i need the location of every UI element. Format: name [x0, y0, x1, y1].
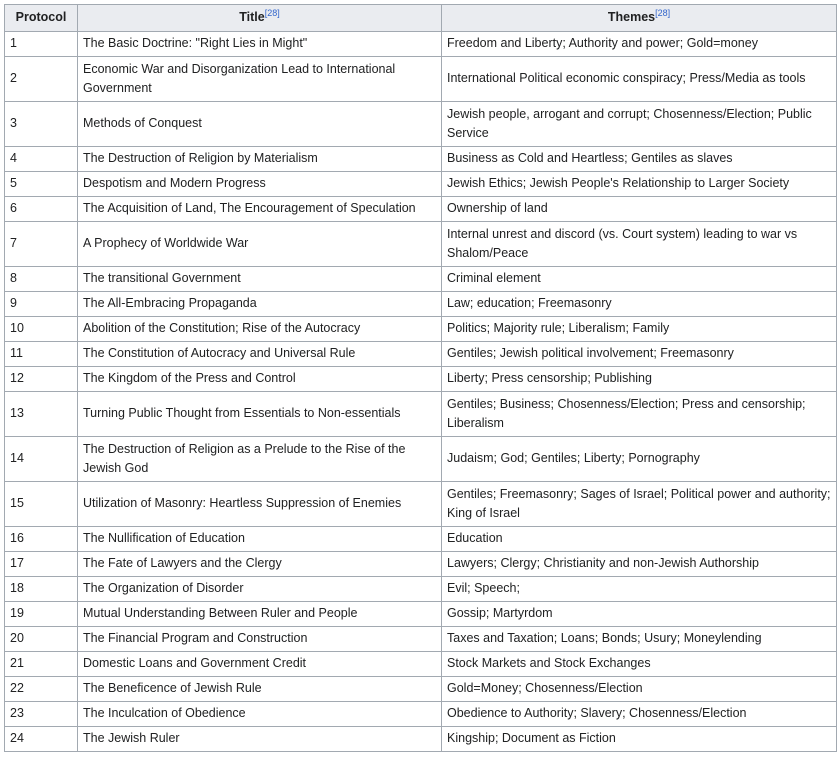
- themes-cell: Criminal element: [442, 267, 837, 292]
- protocols-table: [4, 4, 837, 752]
- title-cell: The All-Embracing Propaganda: [78, 292, 442, 317]
- themes-cell: Freedom and Liberty; Authority and power; Gold=money: [442, 32, 837, 57]
- protocol-cell: 14: [5, 437, 78, 482]
- header-title[interactable]: [78, 5, 442, 32]
- themes-cell: Kingship; Document as Fiction: [442, 727, 837, 752]
- table-row: [5, 222, 837, 267]
- table-row: [5, 57, 837, 102]
- protocol-cell: 2: [5, 57, 78, 102]
- themes-cell: Jewish people, arrogant and corrupt; Chosenness/Election; Public Service: [442, 102, 837, 147]
- table-row: [5, 342, 837, 367]
- protocol-cell: 17: [5, 552, 78, 577]
- title-cell: Domestic Loans and Government Credit: [78, 652, 442, 677]
- header-title-label: Title: [239, 10, 265, 25]
- themes-cell: Gentiles; Business; Chosenness/Election; Press and censorship; Liberalism: [442, 392, 837, 437]
- title-cell: The Basic Doctrine: "Right Lies in Might": [78, 32, 442, 57]
- protocol-cell: 22: [5, 677, 78, 702]
- title-cell: The transitional Government: [78, 267, 442, 292]
- protocol-cell: 7: [5, 222, 78, 267]
- protocol-cell: 16: [5, 527, 78, 552]
- themes-cell: Ownership of land: [442, 197, 837, 222]
- themes-cell: Law; education; Freemasonry: [442, 292, 837, 317]
- protocol-cell: 24: [5, 727, 78, 752]
- themes-reference-link[interactable]: [28]: [655, 8, 671, 19]
- header-themes-label: Themes: [607, 10, 656, 25]
- protocol-cell: 10: [5, 317, 78, 342]
- themes-cell: Business as Cold and Heartless; Gentiles as slaves: [442, 147, 837, 172]
- protocol-cell: 15: [5, 482, 78, 527]
- themes-cell: Lawyers; Clergy; Christianity and non-Jewish Authorship: [442, 552, 837, 577]
- protocol-cell: 6: [5, 197, 78, 222]
- protocol-cell: 13: [5, 392, 78, 437]
- header-themes[interactable]: [442, 5, 837, 32]
- table-row: [5, 482, 837, 527]
- table-row: [5, 367, 837, 392]
- protocol-cell: 12: [5, 367, 78, 392]
- themes-cell: International Political economic conspiracy; Press/Media as tools: [442, 57, 837, 102]
- themes-cell: Taxes and Taxation; Loans; Bonds; Usury; Moneylending: [442, 627, 837, 652]
- table-row: [5, 32, 837, 57]
- title-cell: Turning Public Thought from Essentials to Non-essentials: [78, 392, 442, 437]
- protocol-cell: 11: [5, 342, 78, 367]
- title-cell: Economic War and Disorganization Lead to International Government: [78, 57, 442, 102]
- title-cell: The Kingdom of the Press and Control: [78, 367, 442, 392]
- themes-cell: Judaism; God; Gentiles; Liberty; Pornography: [442, 437, 837, 482]
- themes-cell: Internal unrest and discord (vs. Court system) leading to war vs Shalom/Peace: [442, 222, 837, 267]
- table-row: [5, 267, 837, 292]
- title-cell: The Financial Program and Construction: [78, 627, 442, 652]
- table-row: [5, 602, 837, 627]
- themes-cell: Gossip; Martyrdom: [442, 602, 837, 627]
- title-cell: A Prophecy of Worldwide War: [78, 222, 442, 267]
- protocol-cell: 4: [5, 147, 78, 172]
- title-cell: The Destruction of Religion by Materialism: [78, 147, 442, 172]
- table-row: [5, 317, 837, 342]
- themes-cell: Liberty; Press censorship; Publishing: [442, 367, 837, 392]
- themes-cell: Stock Markets and Stock Exchanges: [442, 652, 837, 677]
- themes-cell: Gentiles; Jewish political involvement; Freemasonry: [442, 342, 837, 367]
- title-cell: The Organization of Disorder: [78, 577, 442, 602]
- protocol-cell: 23: [5, 702, 78, 727]
- protocol-cell: 5: [5, 172, 78, 197]
- table-row: [5, 102, 837, 147]
- header-row: [5, 5, 837, 32]
- title-cell: The Inculcation of Obedience: [78, 702, 442, 727]
- protocol-cell: 19: [5, 602, 78, 627]
- header-protocol-label: Protocol: [15, 10, 67, 25]
- table-row: [5, 292, 837, 317]
- themes-cell: Education: [442, 527, 837, 552]
- title-cell: The Acquisition of Land, The Encouragement of Speculation: [78, 197, 442, 222]
- title-cell: Methods of Conquest: [78, 102, 442, 147]
- table-row: [5, 552, 837, 577]
- title-cell: The Constitution of Autocracy and Universal Rule: [78, 342, 442, 367]
- themes-cell: Gentiles; Freemasonry; Sages of Israel; Political power and authority; King of Israel: [442, 482, 837, 527]
- title-cell: Mutual Understanding Between Ruler and People: [78, 602, 442, 627]
- title-cell: Abolition of the Constitution; Rise of the Autocracy: [78, 317, 442, 342]
- title-reference-link[interactable]: [28]: [264, 8, 280, 19]
- title-cell: Utilization of Masonry: Heartless Suppression of Enemies: [78, 482, 442, 527]
- table-row: [5, 437, 837, 482]
- table-row: [5, 147, 837, 172]
- protocol-cell: 20: [5, 627, 78, 652]
- table-row: [5, 197, 837, 222]
- table-row: [5, 677, 837, 702]
- themes-cell: Politics; Majority rule; Liberalism; Family: [442, 317, 837, 342]
- title-cell: The Destruction of Religion as a Prelude to the Rise of the Jewish God: [78, 437, 442, 482]
- title-cell: The Beneficence of Jewish Rule: [78, 677, 442, 702]
- header-protocol[interactable]: [5, 5, 78, 32]
- title-cell: The Fate of Lawyers and the Clergy: [78, 552, 442, 577]
- protocol-cell: 3: [5, 102, 78, 147]
- protocol-cell: 18: [5, 577, 78, 602]
- table-row: [5, 627, 837, 652]
- table-row: [5, 577, 837, 602]
- themes-cell: Gold=Money; Chosenness/Election: [442, 677, 837, 702]
- protocol-cell: 21: [5, 652, 78, 677]
- title-cell: The Jewish Ruler: [78, 727, 442, 752]
- title-cell: The Nullification of Education: [78, 527, 442, 552]
- table-row: [5, 702, 837, 727]
- protocol-cell: 9: [5, 292, 78, 317]
- table-row: [5, 652, 837, 677]
- themes-cell: Jewish Ethics; Jewish People's Relationship to Larger Society: [442, 172, 837, 197]
- table-row: [5, 392, 837, 437]
- title-cell: Despotism and Modern Progress: [78, 172, 442, 197]
- themes-cell: Obedience to Authority; Slavery; Chosenness/Election: [442, 702, 837, 727]
- table-row: [5, 172, 837, 197]
- protocol-cell: 8: [5, 267, 78, 292]
- table-row: [5, 527, 837, 552]
- table-row: [5, 727, 837, 752]
- protocol-cell: 1: [5, 32, 78, 57]
- themes-cell: Evil; Speech;: [442, 577, 837, 602]
